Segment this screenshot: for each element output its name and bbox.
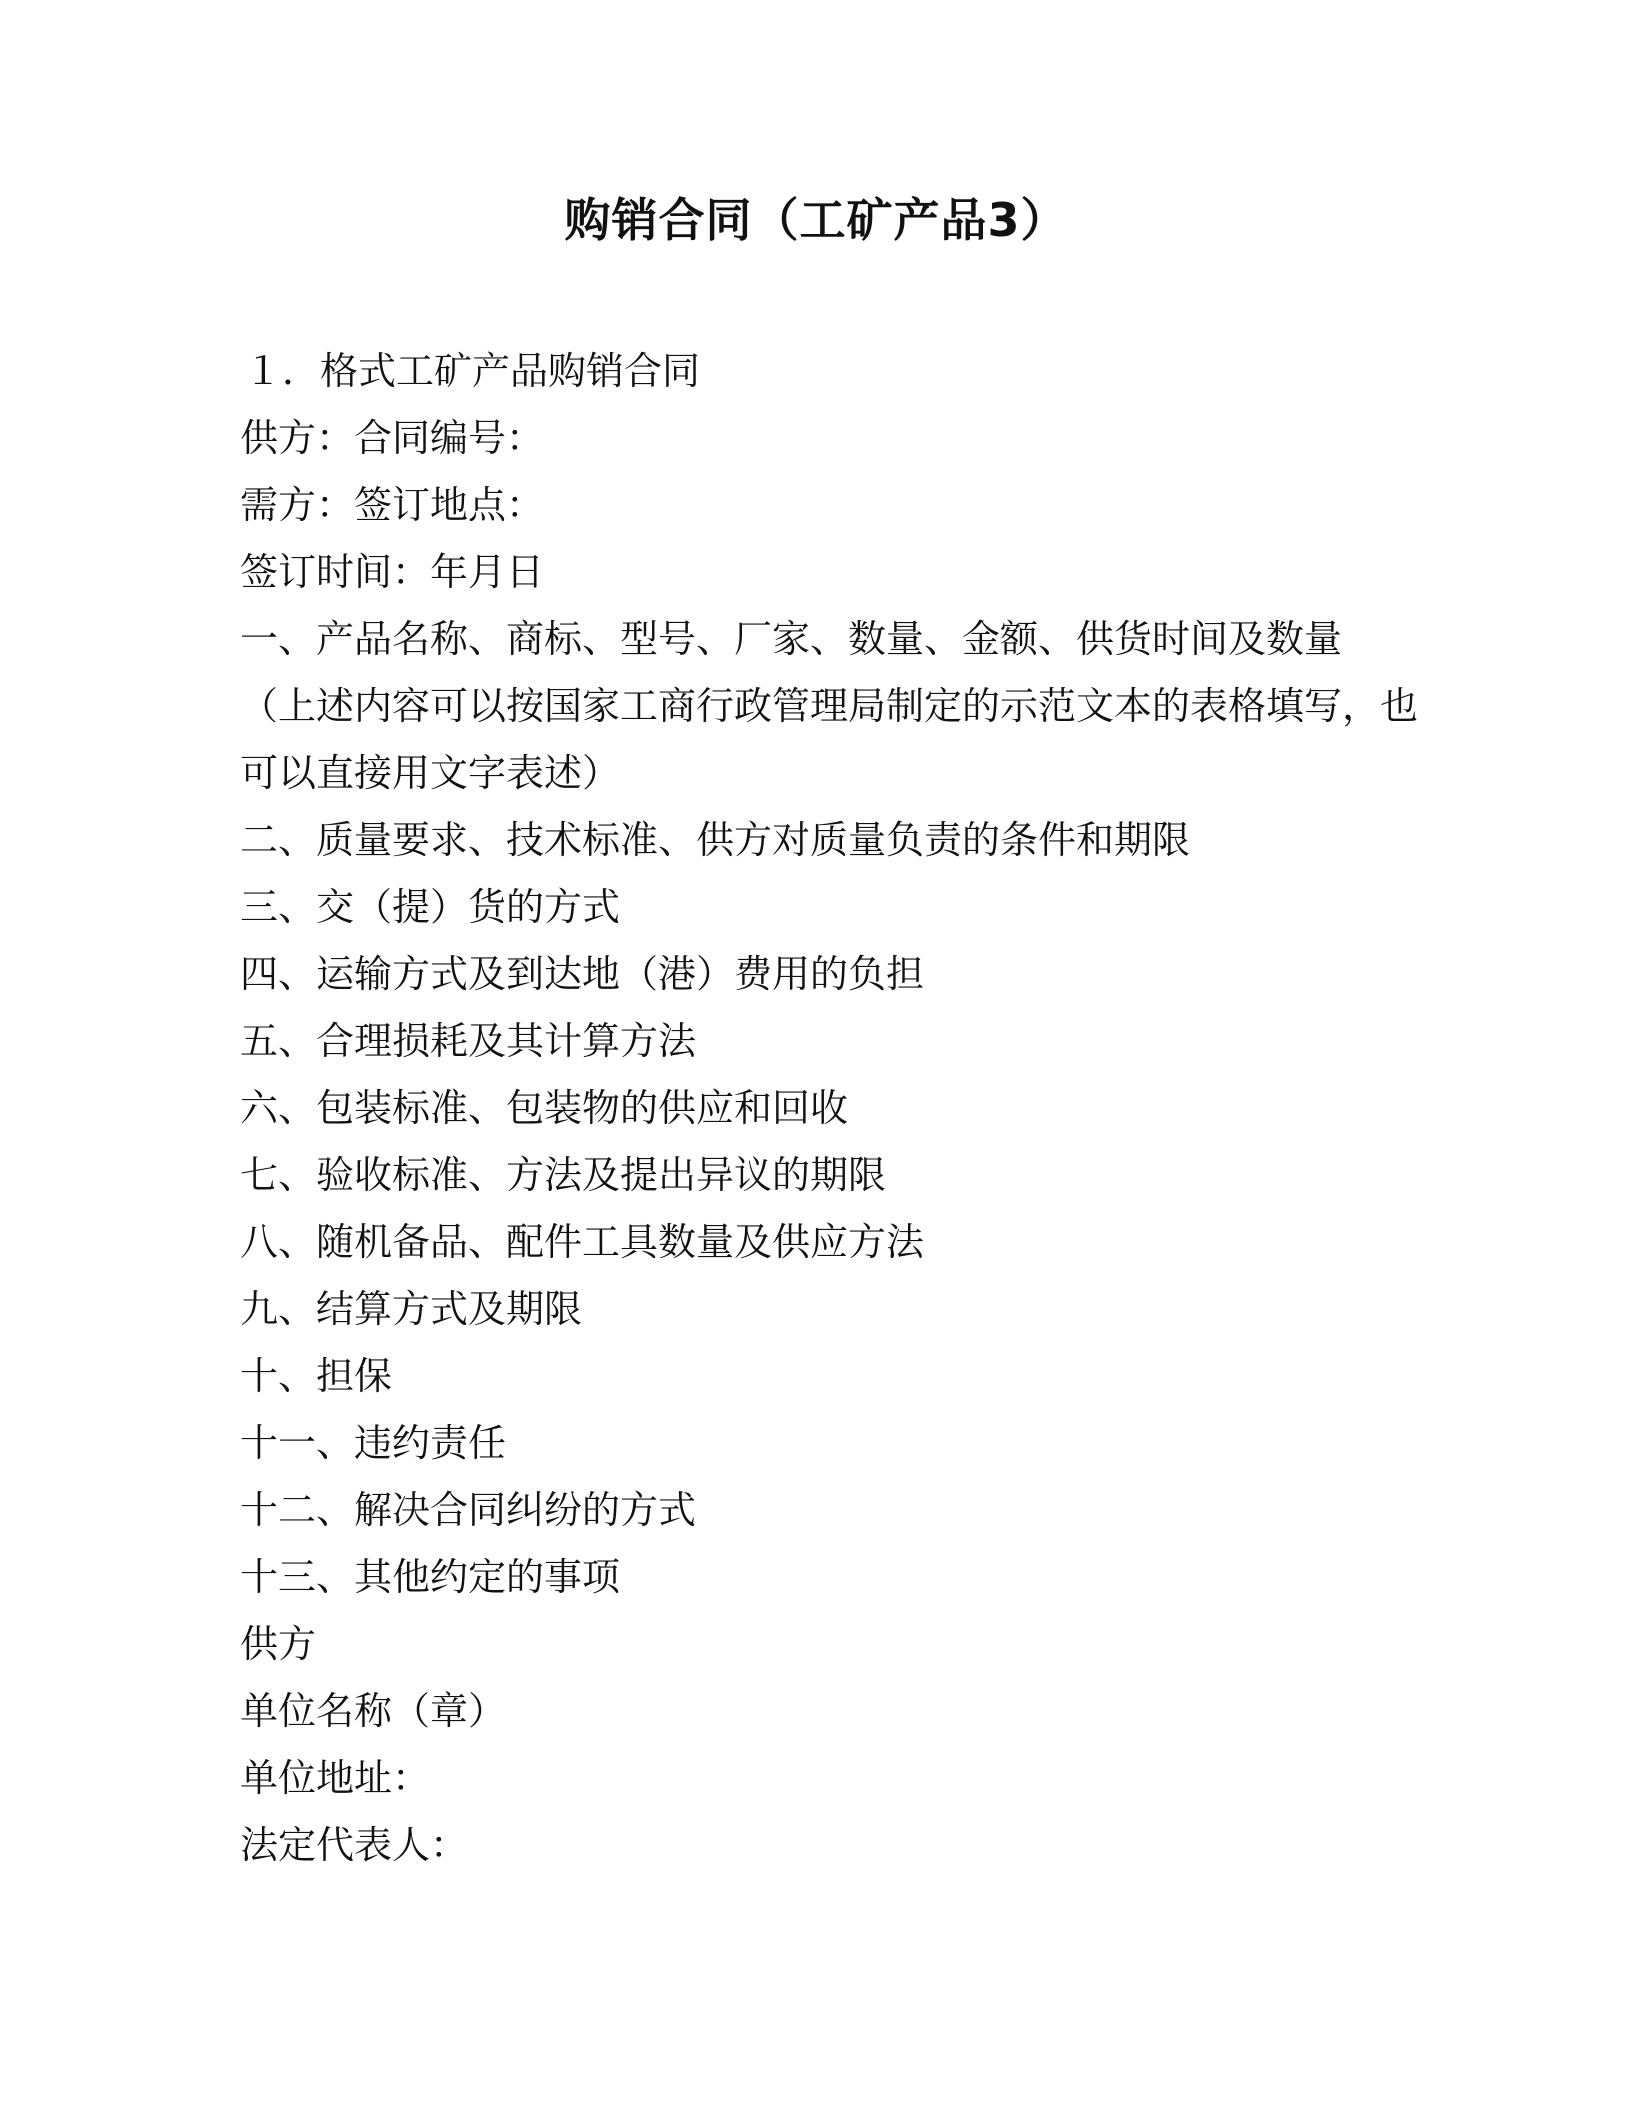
- document-body: [240, 338, 1440, 1879]
- legal-representative-line: 法定代表人：: [240, 1823, 469, 1867]
- unit-address-line: 单位地址：: [240, 1756, 431, 1800]
- clause-1-note-part-1: （上述内容可以按国家工商行政管理局制定的示范文本的表格填写，也: [240, 684, 1419, 728]
- buyer-signing-place-line: 需方：签订地点：: [240, 483, 545, 527]
- clause-4: 四、运输方式及到达地（港）费用的负担: [240, 952, 925, 996]
- clause-5: 五、合理损耗及其计算方法: [240, 1019, 697, 1063]
- supplier-heading: 供方: [240, 1622, 317, 1666]
- clause-13: 十三、其他约定的事项: [240, 1555, 621, 1599]
- unit-name-line: 单位名称（章）: [240, 1689, 507, 1733]
- clause-7: 七、验收标准、方法及提出异议的期限: [240, 1153, 887, 1197]
- clause-8: 八、随机备品、配件工具数量及供应方法: [240, 1220, 925, 1264]
- clause-11: 十一、违约责任: [240, 1421, 507, 1465]
- clause-12: 十二、解决合同纠纷的方式: [240, 1488, 697, 1532]
- clause-1: 一、产品名称、商标、型号、厂家、数量、金额、供货时间及数量: [240, 617, 1343, 661]
- clause-9: 九、结算方式及期限: [240, 1287, 583, 1331]
- clause-10: 十、担保: [240, 1354, 393, 1398]
- clause-3: 三、交（提）货的方式: [240, 885, 621, 929]
- clause-2: 二、质量要求、技术标准、供方对质量负责的条件和期限: [240, 818, 1191, 862]
- clause-6: 六、包装标准、包装物的供应和回收: [240, 1086, 849, 1130]
- section-heading: １．格式工矿产品购销合同: [244, 349, 701, 393]
- clause-1-note-part-2: 可以直接用文字表述）: [240, 751, 621, 795]
- document-title: 购销合同（工矿产品3）: [564, 193, 1068, 247]
- signing-date-line: 签订时间：年月日: [240, 550, 545, 594]
- supplier-contract-number-line: 供方：合同编号：: [240, 416, 545, 460]
